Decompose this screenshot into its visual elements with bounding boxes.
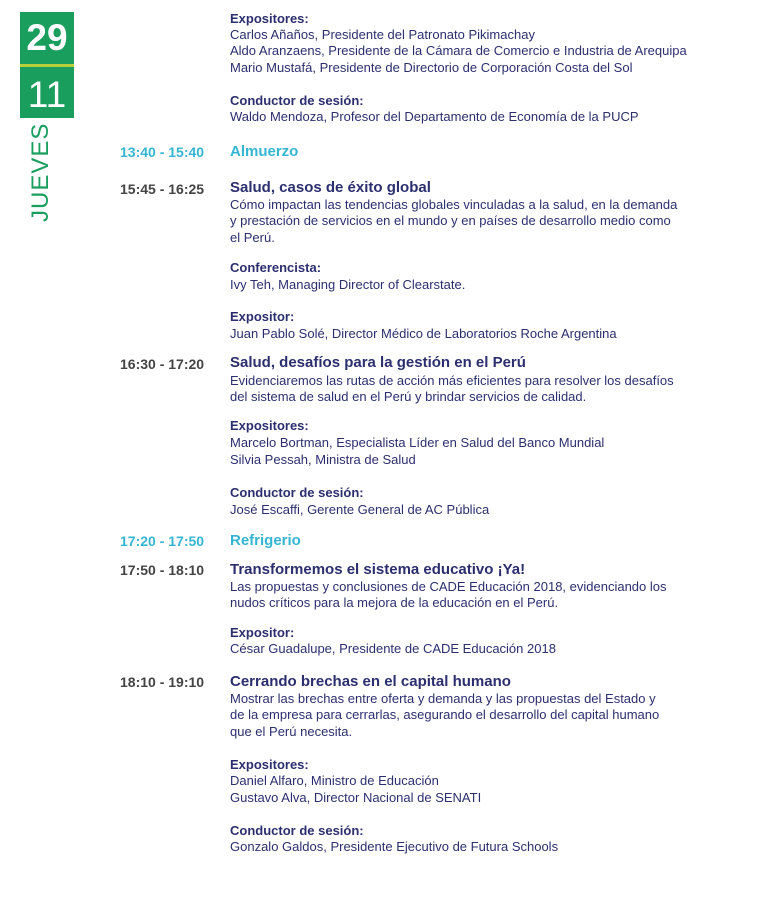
conferencista-label: Conferencista: — [230, 260, 322, 275]
conductor: José Escaffi, Gerente General de AC Pública — [230, 502, 490, 517]
conductor-label: Conductor de sesión: — [230, 823, 364, 838]
session-description: Evidenciaremos las rutas de acción más eficientes para resolver los desafíos — [230, 373, 674, 388]
expositores-label: Expositores: — [230, 757, 309, 772]
session-description: de la empresa para cerrarlas, asegurando el desarrollo del capital humano — [230, 707, 660, 722]
expositor-label: Expositor: — [230, 309, 295, 324]
session-description: y prestación de servicios en el mundo y en países de desarrollo medio como — [230, 213, 671, 228]
expositor: Juan Pablo Solé, Director Médico de Laboratorios Roche Argentina — [230, 326, 617, 341]
expositor: Gustavo Alva, Director Nacional de SENATI — [230, 790, 482, 805]
date-box — [20, 12, 74, 118]
date-divider — [20, 64, 74, 67]
conductor-label: Conductor de sesión: — [230, 485, 364, 500]
session-title: Salud, desafíos para la gestión en el Perú — [230, 354, 526, 371]
top-expositores-label: Expositores: — [230, 11, 309, 26]
conductor: Gonzalo Galdos, Presidente Ejecutivo de Futura Schools — [230, 839, 559, 854]
expositor: César Guadalupe, Presidente de CADE Educación 2018 — [230, 641, 556, 656]
session-description: Cómo impactan las tendencias globales vinculadas a la salud, en la demanda — [230, 197, 678, 212]
session-time: 13:40 - 15:40 — [120, 144, 205, 160]
session-time: 17:50 - 18:10 — [120, 562, 205, 578]
expositor: Silvia Pessah, Ministra de Salud — [230, 452, 416, 467]
top-conductor-label: Conductor de sesión: — [230, 93, 364, 108]
session-time: 17:20 - 17:50 — [120, 533, 205, 549]
conferencista: Ivy Teh, Managing Director of Clearstate. — [230, 277, 466, 292]
session-description: que el Perú necesita. — [230, 724, 353, 739]
date-day: 29 — [26, 17, 68, 58]
session-description: el Perú. — [230, 230, 275, 245]
expositores-label: Expositores: — [230, 418, 309, 433]
top-conductor: Waldo Mendoza, Profesor del Departamento de Economía de la PUCP — [230, 109, 639, 124]
date-month: 11 — [27, 74, 67, 115]
top-expositor: Carlos Añaños, Presidente del Patronato Pikimachay — [230, 27, 535, 42]
session-title: Refrigerio — [230, 532, 301, 549]
top-expositor: Aldo Aranzaens, Presidente de la Cámara de Comercio e Industria de Arequipa — [230, 43, 687, 58]
session-description: nudos críticos para la mejora de la educación en el Perú. — [230, 595, 559, 610]
session-title: Cerrando brechas en el capital humano — [230, 673, 511, 690]
expositor: Daniel Alfaro, Ministro de Educación — [230, 773, 439, 788]
session-title: Almuerzo — [230, 143, 299, 160]
session-time: 18:10 - 19:10 — [120, 674, 205, 690]
weekday-label: JUEVES — [27, 122, 54, 222]
session-description: Las propuestas y conclusiones de CADE Educación 2018, evidenciando los — [230, 579, 667, 594]
expositor: Marcelo Bortman, Especialista Líder en Salud del Banco Mundial — [230, 435, 605, 450]
session-title: Salud, casos de éxito global — [230, 179, 431, 196]
session-time: 16:30 - 17:20 — [120, 356, 205, 372]
session-title: Transformemos el sistema educativo ¡Ya! — [230, 561, 526, 578]
expositor-label: Expositor: — [230, 625, 295, 640]
top-expositor: Mario Mustafá, Presidente de Directorio de Corporación Costa del Sol — [230, 60, 633, 75]
session-description: Mostrar las brechas entre oferta y demanda y las propuestas del Estado y — [230, 691, 656, 706]
session-description: del sistema de salud en el Perú y brindar servicios de calidad. — [230, 389, 587, 404]
session-time: 15:45 - 16:25 — [120, 181, 205, 197]
